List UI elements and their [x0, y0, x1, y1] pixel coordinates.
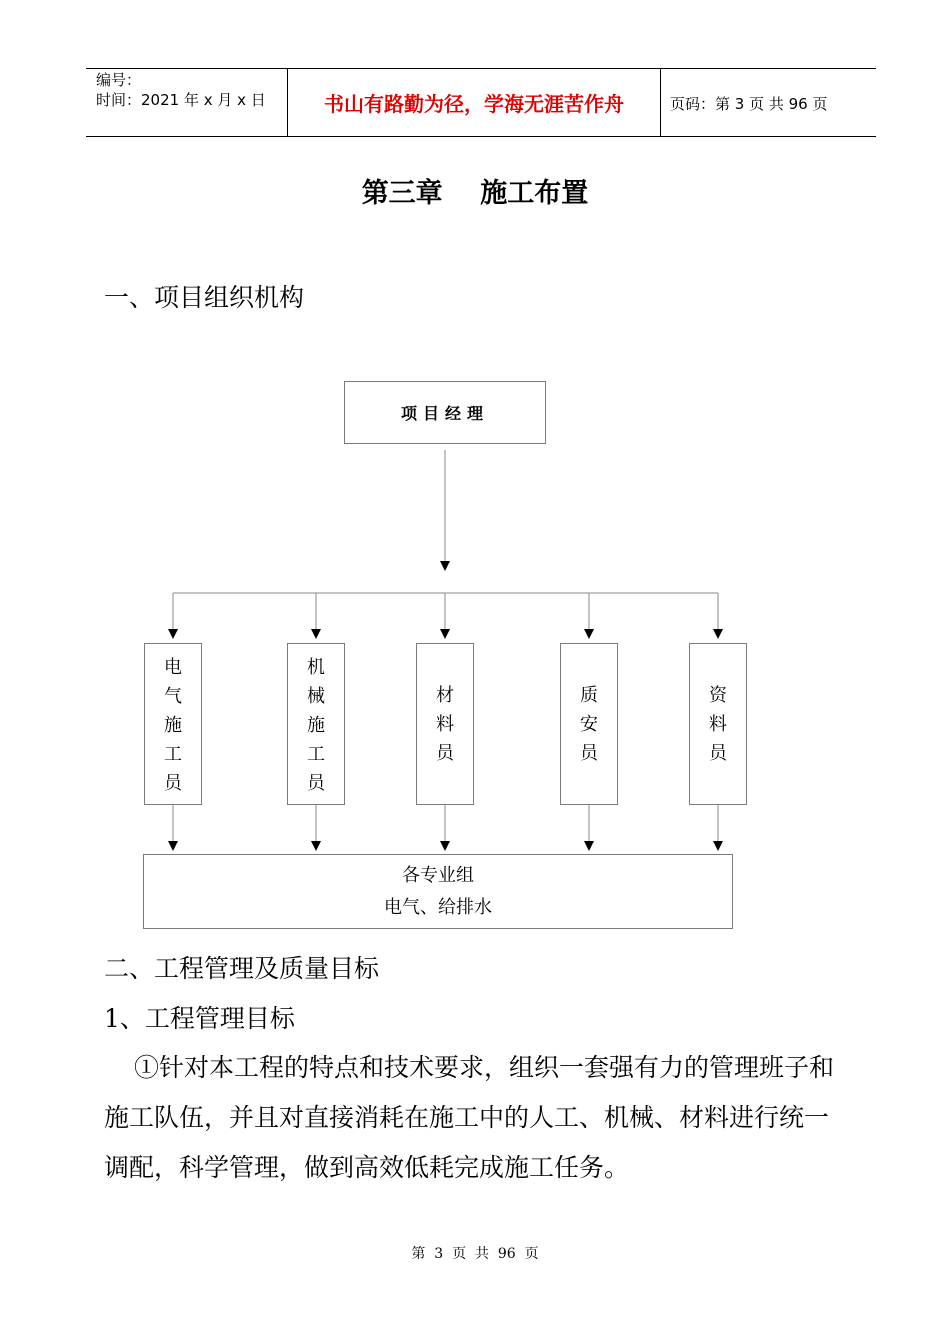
paragraph-line: ①针对本工程的特点和技术要求，组织一套强有力的管理班子和	[134, 1053, 835, 1082]
section2-title: 二、工程管理及质量目标	[104, 954, 380, 983]
org-box-materials-clerk	[416, 643, 474, 805]
org-box-project-manager-label: 项目经理	[400, 404, 489, 423]
org-box-char: 气	[164, 686, 182, 707]
org-box-char: 员	[580, 743, 598, 764]
header-number-label: 编号：	[96, 71, 142, 89]
org-box-project-manager	[344, 381, 546, 444]
header-time-label: 时间：2021 年 x 月 x 日	[96, 91, 266, 109]
org-box-specialty-teams-line1: 各专业组	[402, 864, 474, 886]
section1-title: 一、项目组织机构	[104, 283, 305, 312]
org-box-char: 料	[709, 714, 727, 735]
org-box-char: 施	[307, 715, 325, 736]
org-box-char: 施	[164, 715, 182, 736]
org-box-char: 料	[436, 714, 454, 735]
org-box-char: 工	[307, 744, 325, 765]
org-box-char: 资	[709, 685, 727, 706]
page-footer: 第 3 页 共 96 页	[411, 1246, 539, 1262]
org-box-char: 材	[436, 685, 454, 706]
org-box-document-clerk	[689, 643, 747, 805]
paragraph-line: 施工队伍，并且对直接消耗在施工中的人工、机械、材料进行统一	[104, 1103, 830, 1132]
org-box-char: 工	[164, 744, 182, 765]
chapter-title: 第三章 施工布置	[361, 178, 589, 209]
header-page-label: 页码：第 3 页 共 96 页	[670, 95, 828, 113]
org-box-specialty-teams	[143, 854, 733, 929]
org-box-char: 员	[709, 743, 727, 764]
org-box-char: 电	[164, 657, 182, 678]
header-motto: 书山有路勤为径，学海无涯苦作舟	[324, 92, 624, 116]
org-box-safety-officer	[560, 643, 618, 805]
paragraph-line: 调配，科学管理，做到高效低耗完成施工任务。	[104, 1153, 630, 1182]
org-box-char: 械	[307, 686, 325, 707]
org-box-electrical-engineer	[144, 643, 202, 805]
org-box-char: 员	[436, 743, 454, 764]
org-box-char: 机	[307, 657, 325, 678]
org-box-char: 员	[164, 773, 182, 794]
subsection1-title: 1、工程管理目标	[104, 1004, 295, 1033]
org-box-char: 员	[307, 773, 325, 794]
org-box-mechanical-engineer	[287, 643, 345, 805]
org-box-specialty-teams-line2: 电气、给排水	[384, 896, 492, 918]
org-box-char: 质	[580, 685, 598, 706]
org-box-char: 安	[580, 714, 598, 735]
